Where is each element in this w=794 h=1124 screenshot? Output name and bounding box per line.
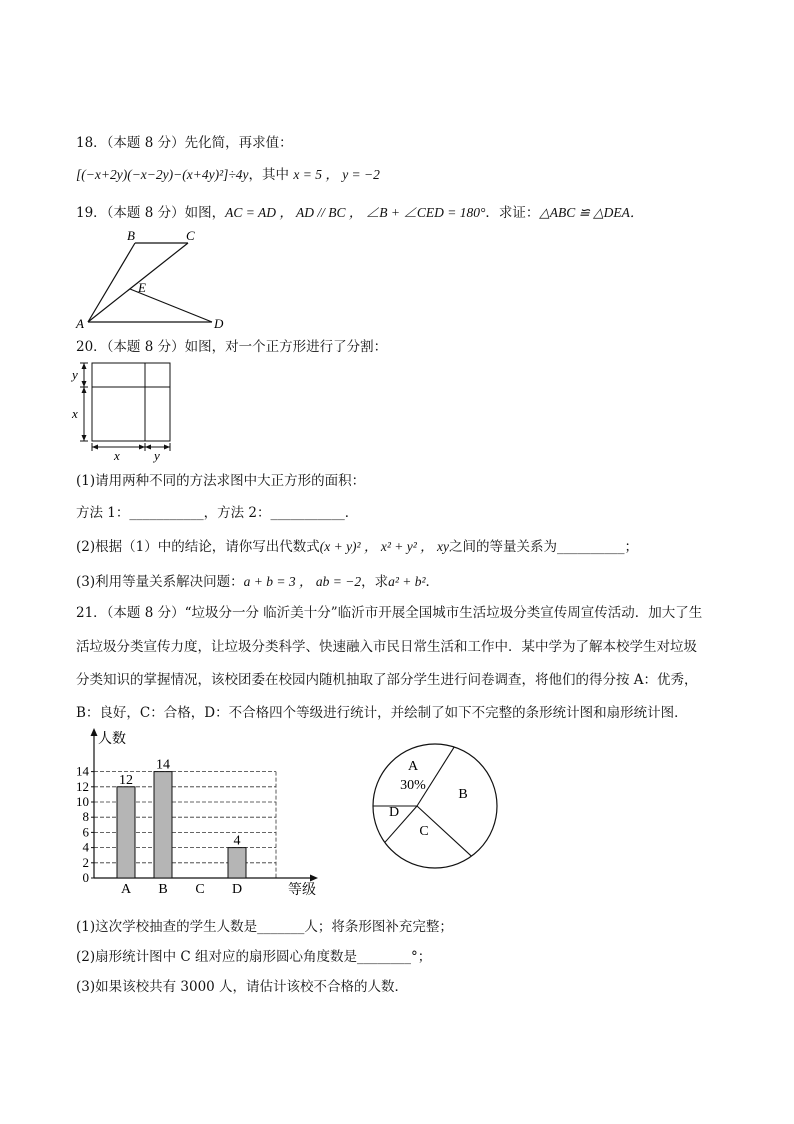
big-square — [92, 363, 170, 441]
pie-slice-label-B: B — [458, 787, 468, 802]
q19-title: 19．（本题 8 分）如图， — [76, 205, 226, 221]
y-tick-label: 4 — [82, 839, 89, 855]
y-tick-label: 12 — [76, 778, 89, 794]
q20-part2-a: (2)根据（1）中的结论，请你写出代数式 — [76, 539, 320, 555]
x-axis-label: 等级 — [288, 883, 316, 898]
y-tick-label: 14 — [76, 763, 89, 779]
q20-part2-expr: (x + y)² ， x² + y² ， xy — [319, 539, 450, 554]
label-C: C — [186, 228, 195, 243]
q21-sub3: (3)如果该校共有 3000 人，请估计该校不合格的人数． — [76, 979, 409, 995]
x-category-C: C — [195, 882, 205, 897]
q20-part2-b: 之间的等量关系为__________； — [449, 539, 639, 555]
label-E: E — [138, 280, 146, 295]
bar-A — [117, 787, 135, 878]
q21-sub2: (2)扇形统计图中 C 组对应的扇形圆心角度数是________°； — [76, 949, 432, 965]
q18-expression-line — [76, 165, 380, 185]
q19-statement — [76, 203, 643, 223]
y-tick-label: 8 — [82, 809, 89, 825]
label-x-left: x — [72, 406, 78, 421]
label-D: D — [214, 316, 224, 331]
x-category-A: A — [120, 882, 132, 897]
q21-line4: B：良好，C：合格，D：不合格四个等级进行统计，并绘制了如下不完整的条形统计图和扇形统计图． — [76, 705, 688, 721]
q21-sub1: (1)这次学校抽查的学生人数是_______人；将条形图补充完整； — [76, 919, 453, 935]
x-category-B: B — [158, 882, 168, 897]
label-y-left: y — [72, 367, 78, 382]
q18-condition: x = 5 ， y = −2 — [293, 167, 380, 182]
q20-part3-expr: a + b = 3 ， ab = −2 — [243, 574, 362, 589]
y-axis-arrow — [91, 728, 98, 736]
label-A: A — [76, 316, 84, 331]
q20-part3-a: (3)利用等量关系解决问题： — [76, 574, 244, 590]
y-tick-label: 10 — [76, 794, 89, 809]
bar-value-label-B: 14 — [156, 757, 170, 773]
pie-slice-label-C: C — [419, 824, 429, 839]
q18-title: 18．（本题 8 分）先化简，再求值： — [76, 135, 293, 151]
y-tick-label: 0 — [82, 870, 89, 885]
q20-part3-d: ． — [425, 574, 440, 590]
q20-part2 — [76, 537, 638, 557]
q20-methods: 方法 1：___________，方法 2：___________． — [76, 505, 359, 521]
label-B: B — [127, 228, 135, 243]
x-category-D: D — [231, 882, 243, 897]
q21-line2: 活垃圾分类宣传力度，让垃圾分类科学、快速融入市民日常生活和工作中．某中学为了解本校学生对垃圾 — [76, 639, 697, 655]
seg-CA — [88, 243, 188, 322]
label-x-bottom: x — [114, 448, 120, 463]
pie-slice-percent-A: 30% — [400, 778, 426, 793]
pie-chart — [365, 736, 505, 876]
pie-slice-label-D: D — [388, 805, 400, 820]
q18-expression: [(−x+2y)(−x−2y)−(x+4y)²]÷4y — [76, 167, 249, 182]
q20-part1: (1)请用两种不同的方法求图中大正方形的面积： — [76, 473, 366, 489]
y-tick-label: 6 — [82, 824, 89, 840]
bar-B — [154, 772, 172, 878]
y-axis-label: 人数 — [98, 732, 126, 747]
q20-title: 20．（本题 8 分）如图，对一个正方形进行了分割： — [76, 339, 388, 355]
x-axis-arrow — [310, 875, 318, 882]
q19-prove-label: ．求证： — [485, 205, 540, 221]
y-tick-label: 2 — [82, 854, 89, 870]
q20-part3 — [76, 572, 439, 592]
bar-D — [228, 848, 246, 878]
seg-DE — [130, 289, 212, 322]
q18-cond-prefix: ，其中 — [248, 167, 290, 183]
label-y-bottom: y — [154, 448, 160, 463]
q20-part3-c: a² + b² — [388, 574, 426, 589]
bar-value-label-D: 4 — [233, 833, 241, 849]
q21-line1: 21．（本题 8 分）“垃圾分一分 临沂美十分”临沂市开展全国城市生活垃圾分类宣传周宣传活动．加大了生 — [76, 605, 703, 621]
bar-chart — [70, 728, 330, 898]
pie-slice-label-A: A — [407, 759, 419, 774]
bar-value-label-A: 12 — [119, 772, 133, 788]
q19-prove: △ABC ≌ △DEA． — [539, 205, 644, 220]
q21-line3: 分类知识的掌握情况，该校团委在校园内随机抽取了部分学生进行问卷调查，将他们的得分按 A：优秀， — [76, 672, 698, 688]
q19-condition: AC = AD ， AD // BC ， ∠B + ∠CED = 180° — [225, 205, 486, 220]
q20-part3-b: ，求 — [361, 574, 389, 590]
seg-AB — [88, 243, 135, 322]
